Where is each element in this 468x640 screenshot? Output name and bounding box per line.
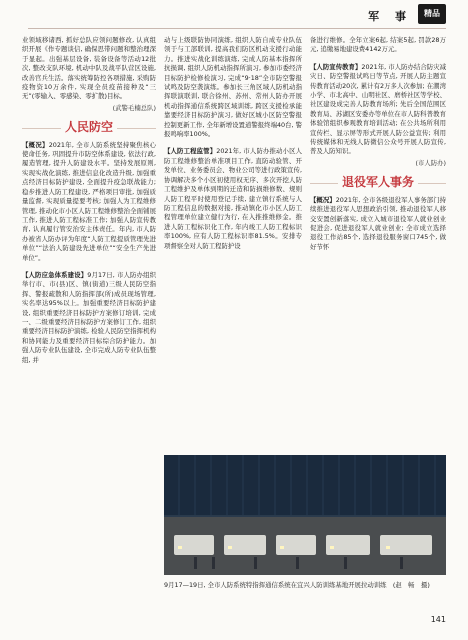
byline: (市人防办) (415, 158, 446, 167)
section-heading: 人民防空 (22, 123, 156, 132)
logo: 精品 (418, 4, 446, 24)
column-3 (310, 36, 446, 254)
photo-person (212, 557, 215, 569)
entry-label: 【概况】 (310, 195, 336, 204)
page-header (0, 0, 468, 28)
photo-caption: 9月17—19日, 全市人防系统特指挥通信系统在宜兴人防训练基地开展拉动训练 (赵 畅 摄) (164, 581, 430, 589)
page-number: 141 (430, 615, 446, 624)
byline: (武警毛楠总队) (112, 103, 156, 112)
entry-label: 【人防宣传教育】 (310, 62, 362, 71)
paragraph: 业领域移诸西, 抓好总队应领问题修改, 认真组织开展《作专题谈信, 确保思带问题和整治理深于显起。出强基层设备, 装备设备等活动12批次, 整改支队环境, 机动中队及战平队营区设施, 改善官兵生活。落实统筹防控各项措施, 采购防疫物资10万余件, 实现全员疫苗接种及“三无”(零输入、零感染、零扩散)目标。 (22, 36, 156, 101)
paragraph: 【人防宣传教育】2021年, 市人防办结合防灾减灾日、防空警报试鸣日等节点, 开展人防主题宣传教育活动20次, 累计有2万多人次参加; 在潮湾小学、市北高中、山明社区、磨桥社区等学校、社区建设成完善人防教育场所; 先后全国范围区教育局、苏湖区安委办等单位在市人防科普教育体验馆组织参观教育培训活动; 在公共场所利用宣传栏、显示屏等形式开展人防公益宣传; 利用传统媒体和无线人防微信公众号开展人防宣传, 普及人防知识。 (310, 62, 447, 156)
photo-light (330, 546, 334, 549)
header-rule (28, 28, 446, 29)
photo-person (296, 557, 299, 569)
section-title: 军 事 (368, 10, 412, 23)
photo-vehicle (380, 535, 432, 555)
photo-light (178, 546, 182, 549)
photo-night-training-vehicles (164, 455, 446, 575)
paragraph: 备进行维修。全年立案6起, 结案5起, 罚款28万元, 追缴易地建设费4142万元。 (310, 36, 446, 54)
paragraph: 动与上级联防协同演练, 组织人防自成专业队伍领于与工部联训, 提高我们防区机动支援行动能力。推进实战化训练演练, 完成人防基本指挥所抗损调, 组织人防机动指挥所演习, 参加市委经济目标防护检修检演习, 完成“9·18”全市防空警报试鸣及防空袭演练。参加长三角区域人防机动指挥联演联训, 联合徐州、苏州、常州人防办开展机动指挥通信系统跨区域训练, 跨区支援检承能靠要经济目标防护演习, 做好区城小区防空警报控制更新工作, 全年新增设置道警报终端40台, 警报鸣响率100%。 (164, 36, 302, 139)
entry-label: 【人防应急体系建设】 (22, 270, 88, 279)
entry-label: 【人防工程监管】 (164, 147, 217, 156)
photo-vehicle (326, 535, 370, 555)
photo-light (228, 546, 232, 549)
entry-label: 【概况】 (22, 140, 49, 149)
photo-light (386, 546, 390, 549)
photo-person (254, 557, 257, 569)
photo-vehicle (276, 535, 316, 555)
paragraph: 【人防工程监管】2021年, 市人防办推动小区人防工程维修整治单准项目工作, 直防动验管、开发单位、业务委员会、物业公司等进行政策宣传, 协调解决多个小区初使用权无序、多次开挖人防工程维护及单体到期的迁造和防损维修数、规则人防工程平时使用登记手续, 建立镇行系统与人防工程信息的数据对接, 推动镇化市小区人防工程管理单位建立健行为行, 在入推推维修金。推进人防工程标识化工作, 年内竣工人防工程标识率100%, 应有人防工程标识率81.5%。安排专项督察全对人防工程防护设 (164, 147, 303, 250)
photo-building (164, 455, 446, 515)
section-heading: 退役军人事务 (310, 178, 446, 187)
column-2 (164, 36, 302, 253)
photo-vehicle (174, 535, 214, 555)
photo-person (400, 557, 403, 569)
column-1 (22, 36, 156, 367)
photo-vehicle (224, 535, 266, 555)
paragraph: 【概况】2021年, 全市各级退役军人事务部门持续推进退役军人思想政治引领, 推动退役军人移交安置创新落实, 成立入城市退役军人就业创业促进会, 促进退役军人就业创业; 全市成立选择退役工作站85个, 选择退役服务窗口745个, 做好节怀 (310, 195, 447, 251)
photo-person (194, 557, 197, 569)
photo-light (280, 546, 284, 549)
paragraph: 【概况】2021年, 全市人防系统坚持聚焦核心使命任务, 巩固提升市防空体系建设, 依法行政, 履造管理, 提升人防建设水平。坚持发展原则, 实现实战化演练, 推进信息化改造升级, 加强重点经济目标防护建设, 全面提升疫急联战能力; 稳步推进人防工程建设, 严格项目审批, 加强质量监督, 实现质量提要考核; 加强人为工程维修管理, 推动化市小区人防工程维修整治全面铺展工作, 推进人防工程标准工作; 加强人防宣传教育, 认真履行管安治安主体责任。年内, 市人防办被省人防办评为年度“人防工程提质管理先进单位”“法治人防建设先进单位”“安全生产先进单位”。 (22, 140, 157, 262)
paragraph: 【人防应急体系建设】9月17日, 市人防办组织举行市、市(县)区、镇(街道)三级人民防空指挥、警报疏散和人防指挥部(所)成员现场管理, 实名率达95%以上。加强重要经济目标防护建设, 组织重要经济目标防护方案修订培训, 完成一、二级重要经济目标防护方案修订工作, 组织重要经济目标防护演练, 检验人民防空指挥机构和协同能力及重要经济目标综合防护能力。加强人防专业队伍建设, 全市完成人防专业队伍整组, 并 (22, 270, 157, 364)
photo-person (344, 557, 347, 569)
